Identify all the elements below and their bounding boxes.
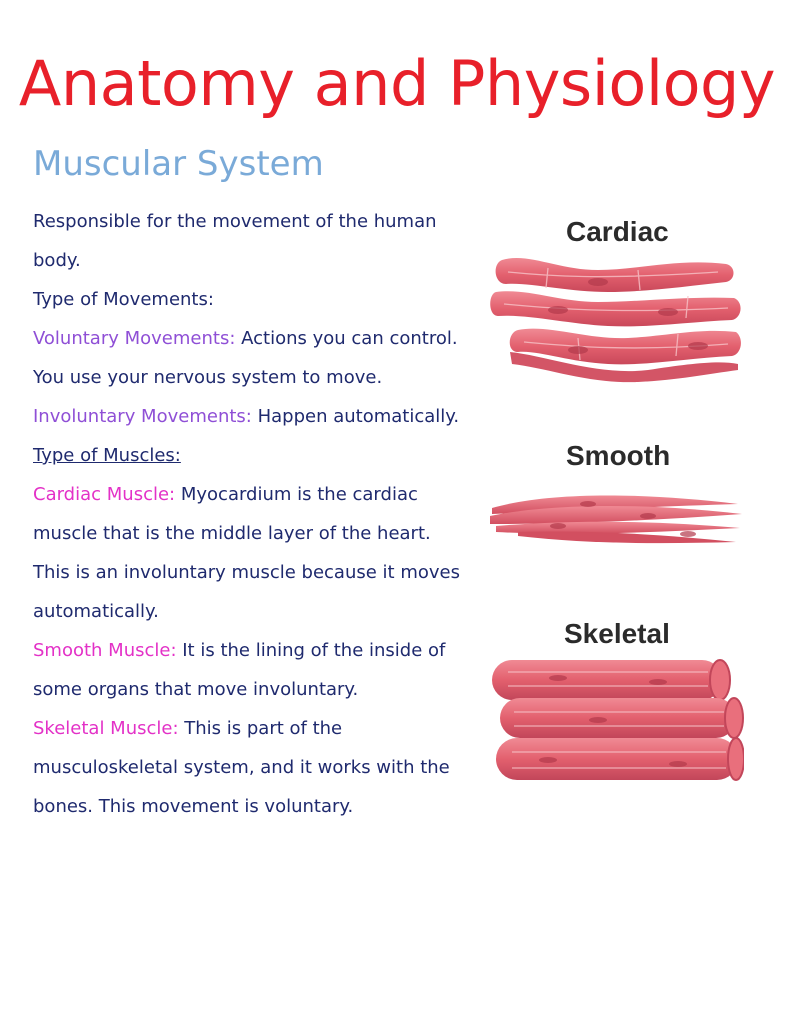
voluntary-line xyxy=(33,319,481,358)
cardiac-line-2: muscle that is the middle layer of the heart. xyxy=(33,523,431,544)
intro-line-1: Responsible for the movement of the human xyxy=(33,211,437,232)
skeletal-line-2: musculoskeletal system, and it works with the xyxy=(33,757,450,778)
smooth-line xyxy=(33,631,481,670)
skeletal-muscle-image xyxy=(488,656,744,786)
smooth-muscle-image xyxy=(488,484,744,554)
smooth-line-2: some organs that move involuntary. xyxy=(33,679,359,700)
cardiac-label: Cardiac Muscle: xyxy=(33,484,176,505)
voluntary-text: Actions you can control. xyxy=(235,328,458,349)
smooth-illustration-label: Smooth xyxy=(566,440,671,471)
section-subtitle: Muscular System xyxy=(33,144,324,184)
skeletal-text: This is part of the xyxy=(178,718,343,739)
intro-line-2: body. xyxy=(33,250,81,271)
page-title: Anatomy and Physiology xyxy=(18,47,776,120)
cardiac-text: Myocardium is the cardiac xyxy=(175,484,418,505)
involuntary-label: Involuntary Movements: xyxy=(33,406,252,427)
cardiac-muscle-image xyxy=(488,248,744,388)
smooth-label: Smooth Muscle: xyxy=(33,640,177,661)
cardiac-line xyxy=(33,475,481,514)
smooth-text: It is the lining of the inside of xyxy=(176,640,446,661)
involuntary-text: Happen automatically. xyxy=(251,406,460,427)
cardiac-illustration-label: Cardiac xyxy=(566,216,669,247)
body-text xyxy=(33,202,481,826)
muscles-heading: Type of Muscles: xyxy=(33,445,181,466)
cardiac-line-4: automatically. xyxy=(33,601,159,622)
voluntary-line-2: You use your nervous system to move. xyxy=(33,367,383,388)
skeletal-label: Skeletal Muscle: xyxy=(33,718,179,739)
movements-heading: Type of Movements: xyxy=(33,289,214,310)
involuntary-line xyxy=(33,397,481,436)
skeletal-line-3: bones. This movement is voluntary. xyxy=(33,796,354,817)
cardiac-line-3: This is an involuntary muscle because it moves xyxy=(33,562,460,583)
skeletal-line xyxy=(33,709,481,748)
voluntary-label: Voluntary Movements: xyxy=(33,328,236,349)
skeletal-illustration-label: Skeletal xyxy=(564,618,670,649)
